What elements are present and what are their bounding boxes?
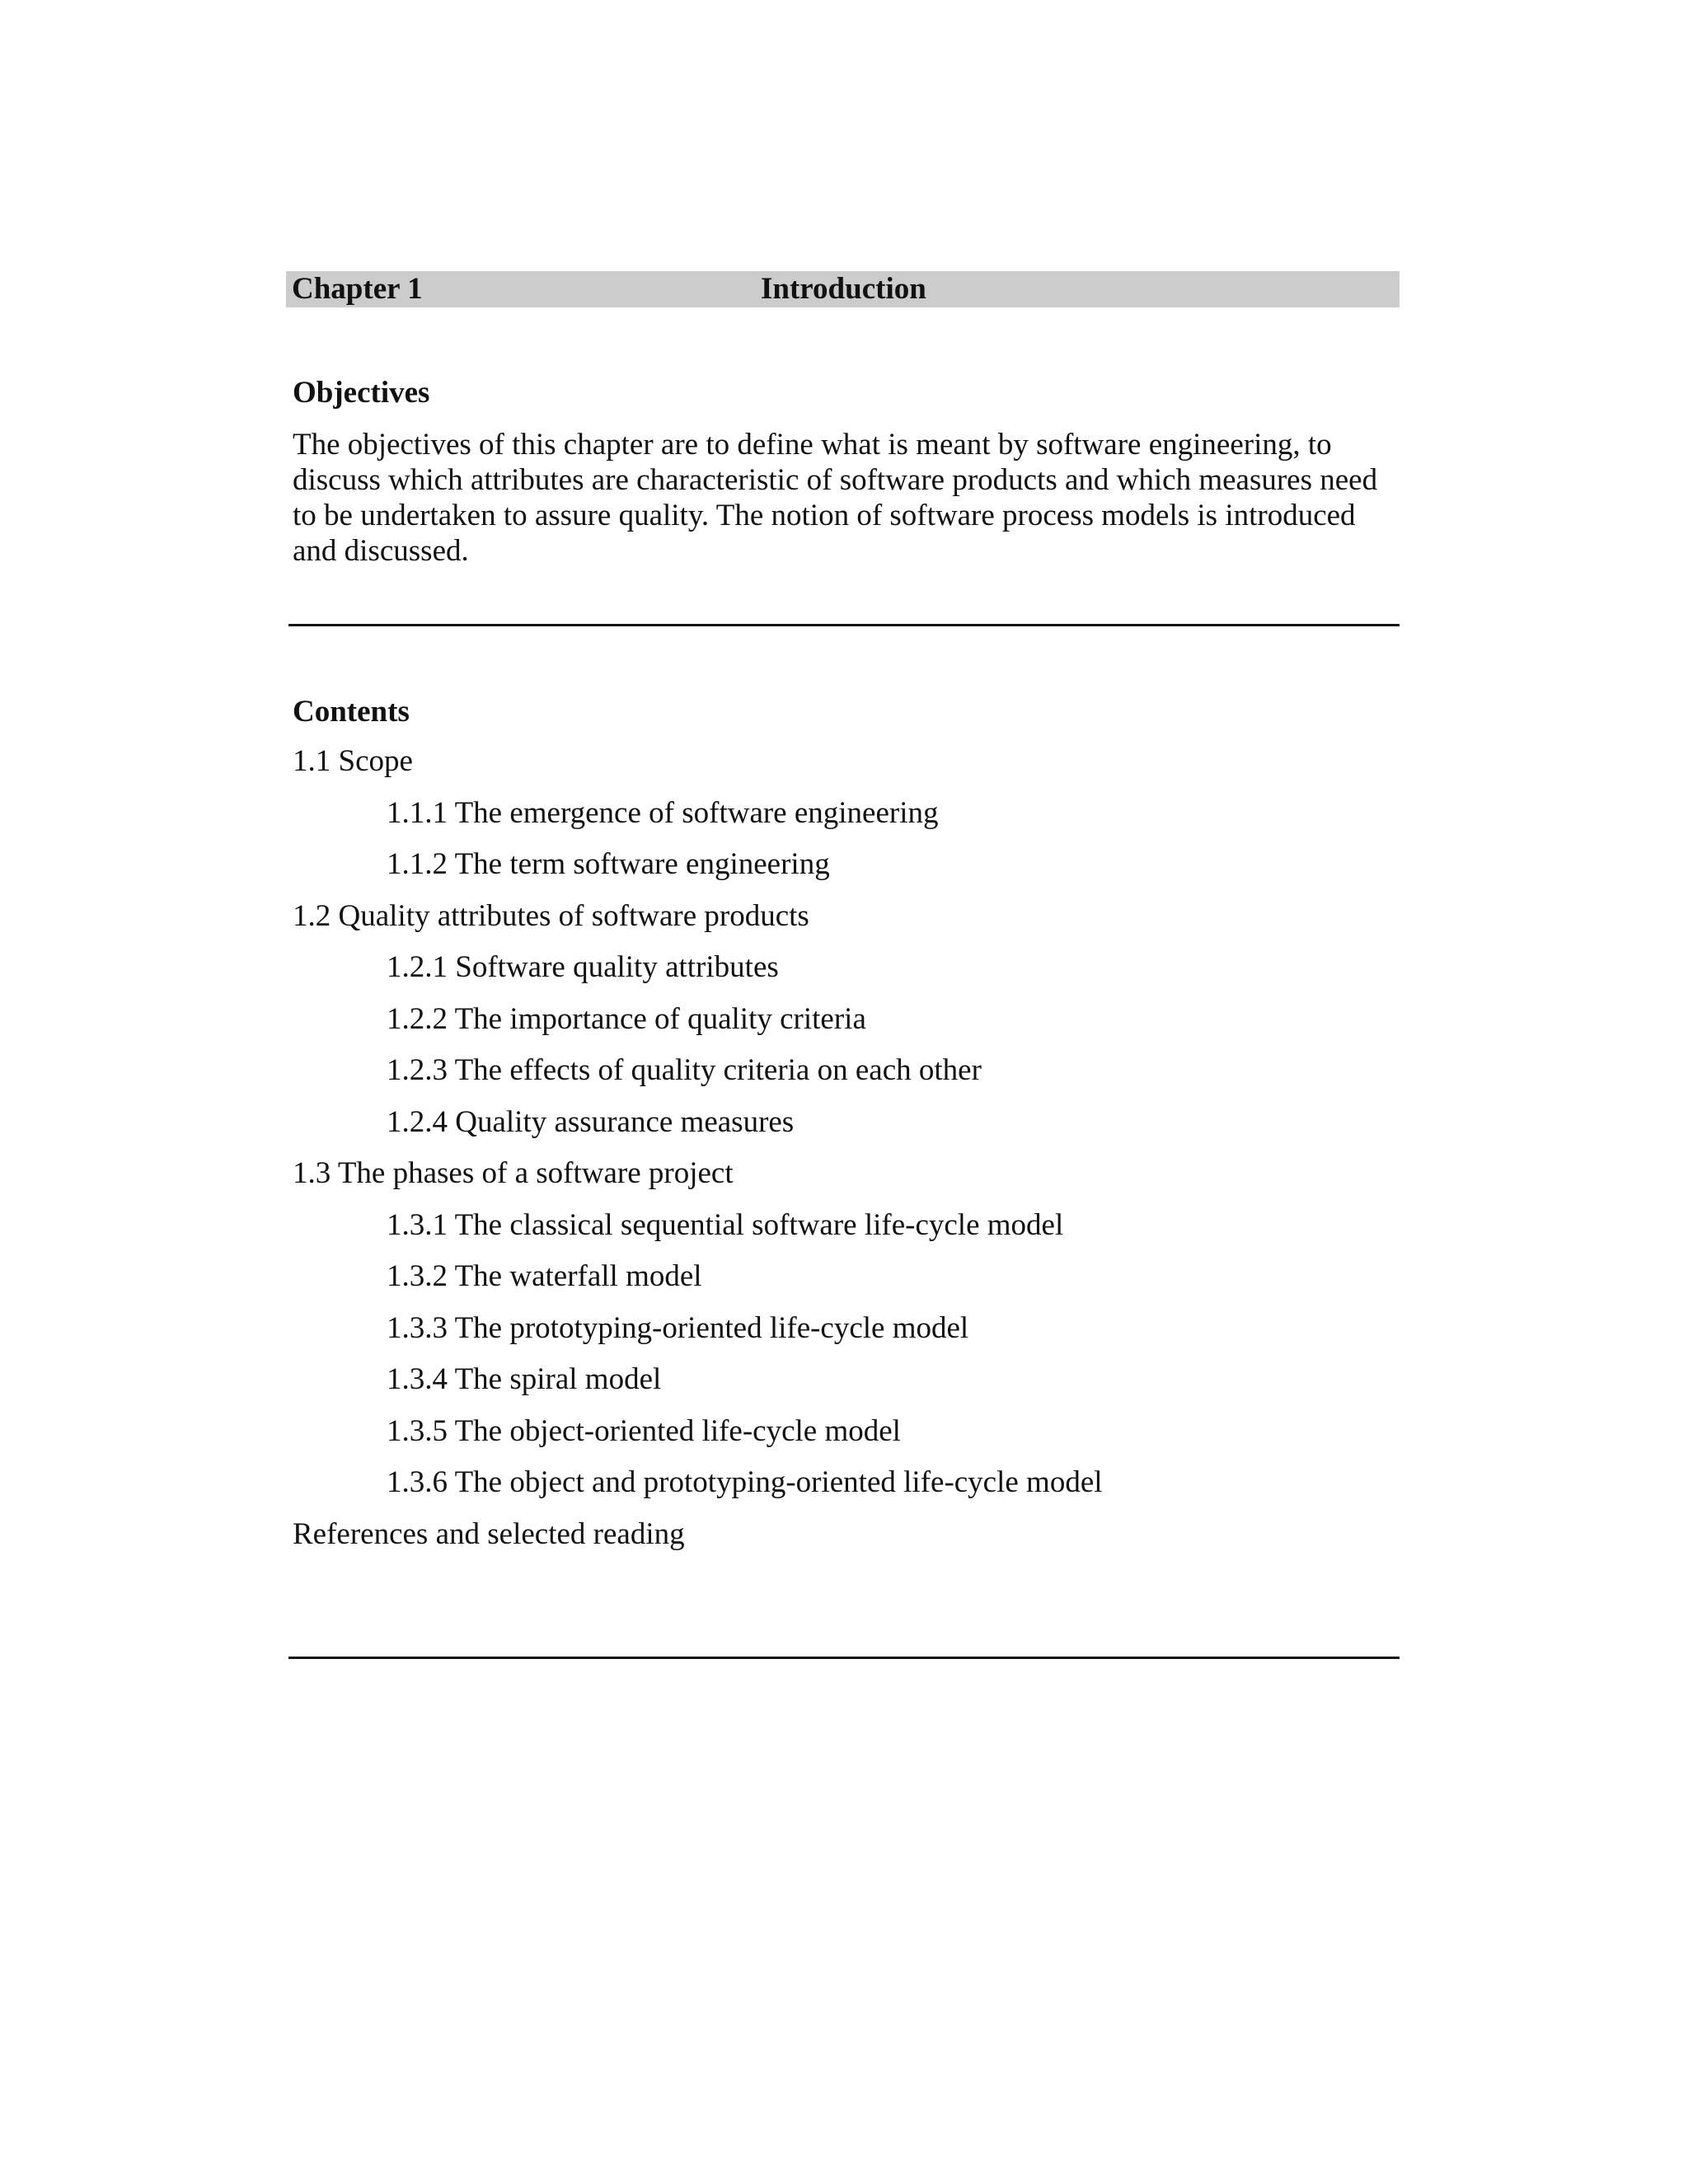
toc-item-1-1-2: 1.1.2 The term software engineering [387, 847, 830, 881]
toc-item-1-3-6: 1.3.6 The object and prototyping-oriented life-cycle model [387, 1465, 1103, 1499]
toc-item-1-2-4: 1.2.4 Quality assurance measures [387, 1104, 795, 1139]
divider-rule [288, 624, 1400, 626]
toc-item-1-1-1: 1.1.1 The emergence of software engineering [387, 795, 939, 830]
toc-item-1-3: 1.3 The phases of a software project [293, 1156, 734, 1190]
toc-item-1-3-2: 1.3.2 The waterfall model [387, 1259, 702, 1293]
contents-heading: Contents [293, 695, 410, 729]
toc-item-1-2-1: 1.2.1 Software quality attributes [387, 950, 779, 984]
toc-item-references: References and selected reading [293, 1516, 685, 1551]
toc-item-1-2-3: 1.2.3 The effects of quality criteria on each other [387, 1053, 982, 1087]
toc-item-1-1: 1.1 Scope [293, 744, 413, 778]
toc-item-1-3-4: 1.3.4 The spiral model [387, 1362, 662, 1396]
contents-list [293, 743, 1103, 1568]
divider-rule [288, 1657, 1400, 1659]
toc-item-1-2-2: 1.2.2 The importance of quality criteria [387, 1001, 866, 1036]
objectives-heading: Objectives [293, 376, 430, 410]
objectives-text: The objectives of this chapter are to define what is meant by software engineering, to discuss which attributes are characteristic of software products and which measures need to be undertaken to assure quality. The notion of software process models is introduced and discussed. [293, 428, 1378, 568]
chapter-label: Chapter 1 [292, 272, 423, 306]
toc-item-1-3-1: 1.3.1 The classical sequential software life-cycle model [387, 1207, 1064, 1242]
chapter-title: Introduction [761, 272, 926, 306]
toc-item-1-3-3: 1.3.3 The prototyping-oriented life-cycle model [387, 1310, 969, 1345]
chapter-header-bar [286, 271, 1400, 307]
toc-item-1-2: 1.2 Quality attributes of software products [293, 898, 809, 933]
toc-item-1-3-5: 1.3.5 The object-oriented life-cycle model [387, 1413, 901, 1448]
